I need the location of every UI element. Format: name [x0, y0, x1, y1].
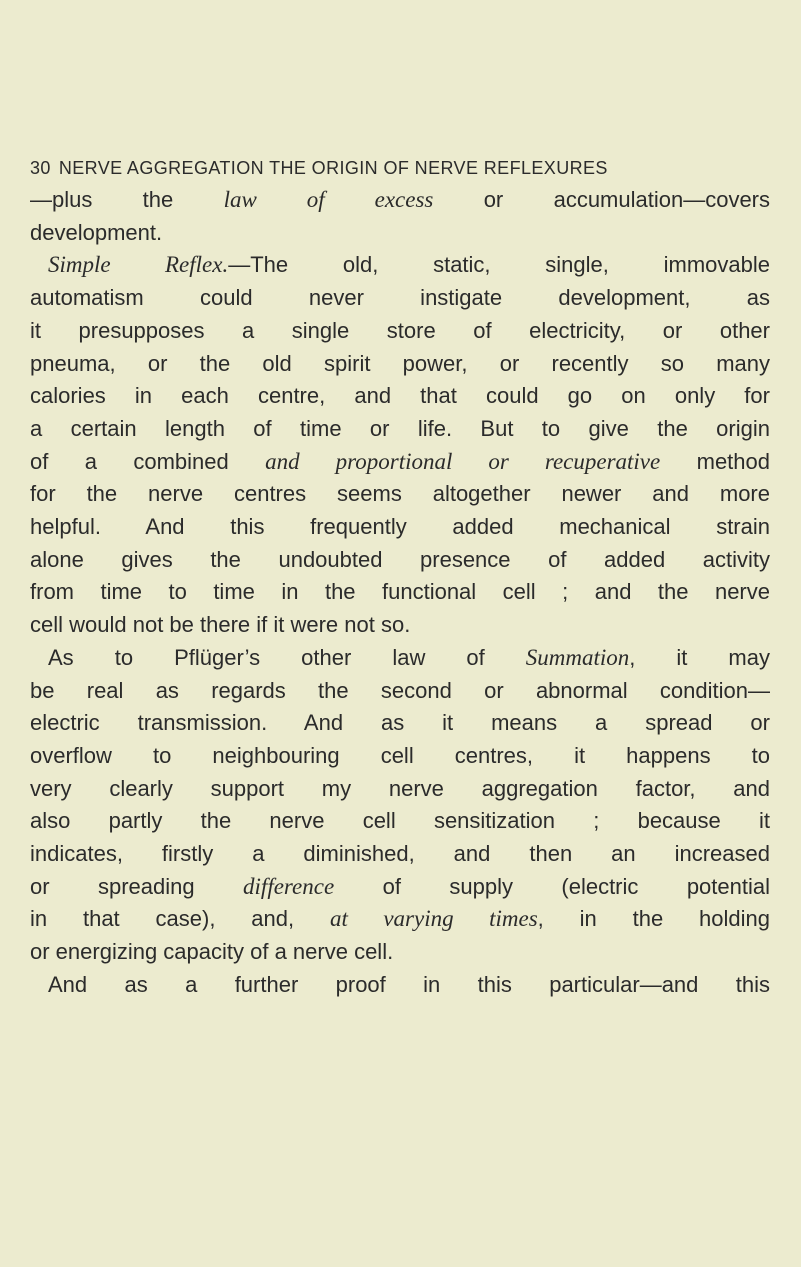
text-line [30, 413, 770, 446]
text-line [30, 315, 770, 348]
text-segment: also partly the nerve cell sensitization ; because it [30, 808, 770, 834]
text-segment: for the nerve centres seems altogether newer and more [30, 481, 770, 507]
text-line [30, 805, 770, 838]
text-line [30, 740, 770, 773]
text-segment: of supply (electric potential [334, 873, 770, 899]
text-line [30, 936, 770, 969]
text-line [30, 380, 770, 413]
italic-text: Summation [525, 644, 630, 670]
text-line [30, 576, 770, 609]
text-line [30, 642, 770, 675]
text-segment: automatism could never instigate development, as [30, 285, 770, 311]
text-segment: a certain length of time or life. But to give the origin [30, 415, 770, 441]
text-segment: —The old, static, single, immovable [228, 252, 770, 278]
text-line [30, 838, 770, 871]
text-segment: cell would not be there if it were not so. [30, 612, 411, 638]
text-segment: As to Pflüger’s other law of [48, 644, 526, 670]
text-line [30, 348, 770, 381]
text-segment: in that case), and, [30, 906, 330, 932]
text-segment: —plus the [30, 187, 224, 212]
text-segment: pneuma, or the old spirit power, or recently so many [30, 350, 770, 376]
text-segment: alone gives the undoubted presence of added activity [30, 546, 770, 572]
italic-text: at varying times [329, 906, 538, 932]
text-line [30, 871, 770, 904]
text-segment: indicates, firstly a diminished, and then an increased [30, 841, 770, 867]
body-text [30, 184, 770, 1002]
text-segment: overflow to neighbouring cell centres, it happens to [30, 742, 770, 768]
text-segment: or energizing capacity of a nerve cell. [30, 939, 394, 965]
text-segment: from time to time in the functional cell ; and the nerve [30, 579, 770, 605]
italic-text: and proportional or recuperative [265, 448, 661, 474]
text-segment: be real as regards the second or abnormal condition— [30, 677, 770, 703]
text-segment: it presupposes a single store of electricity, or other [30, 317, 770, 343]
text-segment: or accumulation—covers [433, 187, 771, 212]
text-segment: And as a further proof in this particular—and this [48, 971, 770, 997]
italic-text: law of excess [223, 187, 434, 212]
italic-text: Simple Reflex. [48, 252, 229, 278]
text-segment: development. [30, 219, 163, 245]
page-number: 30 [30, 158, 51, 178]
text-line [30, 544, 770, 577]
text-line [30, 217, 770, 250]
text-segment: helpful. And this frequently added mechanical strain [30, 514, 770, 540]
text-segment: or spreading [30, 873, 244, 899]
text-line [30, 903, 770, 936]
text-segment: of a combined [30, 448, 266, 474]
text-line [30, 511, 770, 544]
text-line [30, 446, 770, 479]
text-segment: very clearly support my nerve aggregation factor, and [30, 775, 770, 801]
text-line [30, 478, 770, 511]
text-segment: method [660, 448, 770, 474]
text-line [30, 184, 770, 217]
text-line [30, 773, 770, 806]
text-line [30, 707, 770, 740]
text-segment: electric transmission. And as it means a spread or [30, 710, 770, 736]
text-segment: , it may [629, 644, 770, 670]
text-line [30, 675, 770, 708]
text-line [30, 249, 770, 282]
running-head [30, 158, 770, 179]
text-segment: , in the holding [537, 906, 770, 932]
text-line [30, 969, 770, 1002]
text-segment: calories in each centre, and that could go on only for [30, 383, 770, 409]
text-line [30, 609, 770, 642]
text-line [30, 282, 770, 315]
italic-text: difference [243, 873, 335, 899]
running-title: NERVE AGGREGATION THE ORIGIN OF NERVE REFLEXURES [58, 158, 608, 178]
